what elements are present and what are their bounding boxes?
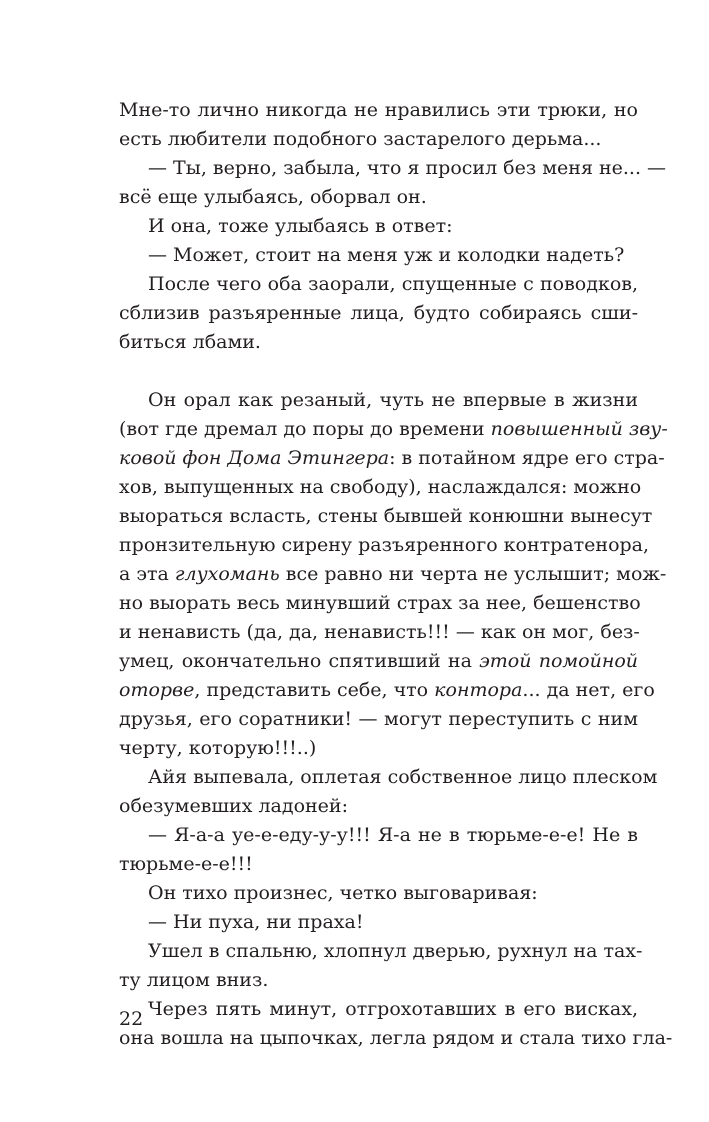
italic-phrase: оторве <box>119 679 195 701</box>
text-span: : в потайном ядре его стра- <box>389 447 665 469</box>
text-line: хов, выпущенных на свободу), наслаждался: можно <box>119 476 642 498</box>
text-line: и ненависть (да, да, ненависть!!! — как он мог, без- <box>119 621 640 643</box>
text-line: После чего оба заорали, спущенные с поводков, <box>148 273 638 295</box>
italic-phrase: ковой фон Дома Этингера <box>119 447 390 469</box>
text-line: обезумевших ладоней: <box>119 795 348 817</box>
text-line: черту, которую!!!..) <box>119 737 317 759</box>
text-line: всё еще улыбаясь, оборвал он. <box>119 186 427 208</box>
text-line: — Я-а-а уе-е-еду-у-у!!! Я-а не в тюрьме-е-е! Не в <box>148 824 638 846</box>
italic-phrase: повышенный зву- <box>490 418 668 440</box>
text-line <box>119 675 655 705</box>
italic-phrase: контора <box>434 679 523 701</box>
text-span: , представить себе, что <box>194 679 435 701</box>
text-line: выораться всласть, стены бывшей конюшни вынесут <box>119 505 653 527</box>
text-span: умец, окончательно спятивший на <box>119 650 480 672</box>
text-line: Мне-то лично никогда не нравились эти трюки, но <box>119 99 638 121</box>
italic-phrase: глухомань <box>174 563 280 585</box>
text-line: сблизив разъяренные лица, будто собираясь сши- <box>119 302 638 324</box>
page-number: 22 <box>119 1008 144 1030</box>
italic-phrase: этой помойной <box>479 650 639 672</box>
text-line: Через пять минут, отгрохотавших в его висках, <box>148 998 638 1020</box>
text-line: Он орал как резаный, чуть не впервые в жизни <box>148 389 638 411</box>
text-line: ту лицом вниз. <box>119 969 269 991</box>
text-line: она вошла на цыпочках, легла рядом и стала тихо гла- <box>119 1027 673 1049</box>
text-line: Он тихо произнес, четко выговаривая: <box>148 882 538 904</box>
text-line: — Может, стоит на меня уж и колодки надеть? <box>148 244 625 266</box>
text-line: Ушел в спальню, хлопнул дверью, рухнул на тах- <box>148 940 643 962</box>
text-span: (вот где дремал до поры до времени <box>119 418 491 440</box>
text-span: ... да нет, его <box>522 679 655 701</box>
text-span: все равно ни черта не услышит; мож- <box>279 563 667 585</box>
text-line: биться лбами. <box>119 331 261 353</box>
text-line: есть любители подобного застарелого дерьма... <box>119 128 602 150</box>
text-line: Айя выпевала, оплетая собственное лицо плеском <box>148 766 658 788</box>
text-line <box>119 443 665 473</box>
text-line: — Ты, верно, забыла, что я просил без меня не... — <box>148 157 667 179</box>
text-span: а эта <box>119 563 175 585</box>
text-line: пронзительную сирену разъяренного контратенора, <box>119 534 650 556</box>
text-line <box>119 559 667 589</box>
text-line: но выорать весь минувший страх за нее, бешенство <box>119 592 641 614</box>
text-line: тюрьме-е-е!!! <box>119 853 253 875</box>
text-line: друзья, его соратники! — могут переступить с ним <box>119 708 638 730</box>
text-line <box>119 646 638 676</box>
text-line <box>119 414 668 444</box>
text-line: И она, тоже улыбаясь в ответ: <box>148 215 453 237</box>
text-line: — Ни пуха, ни праха! <box>148 911 364 933</box>
